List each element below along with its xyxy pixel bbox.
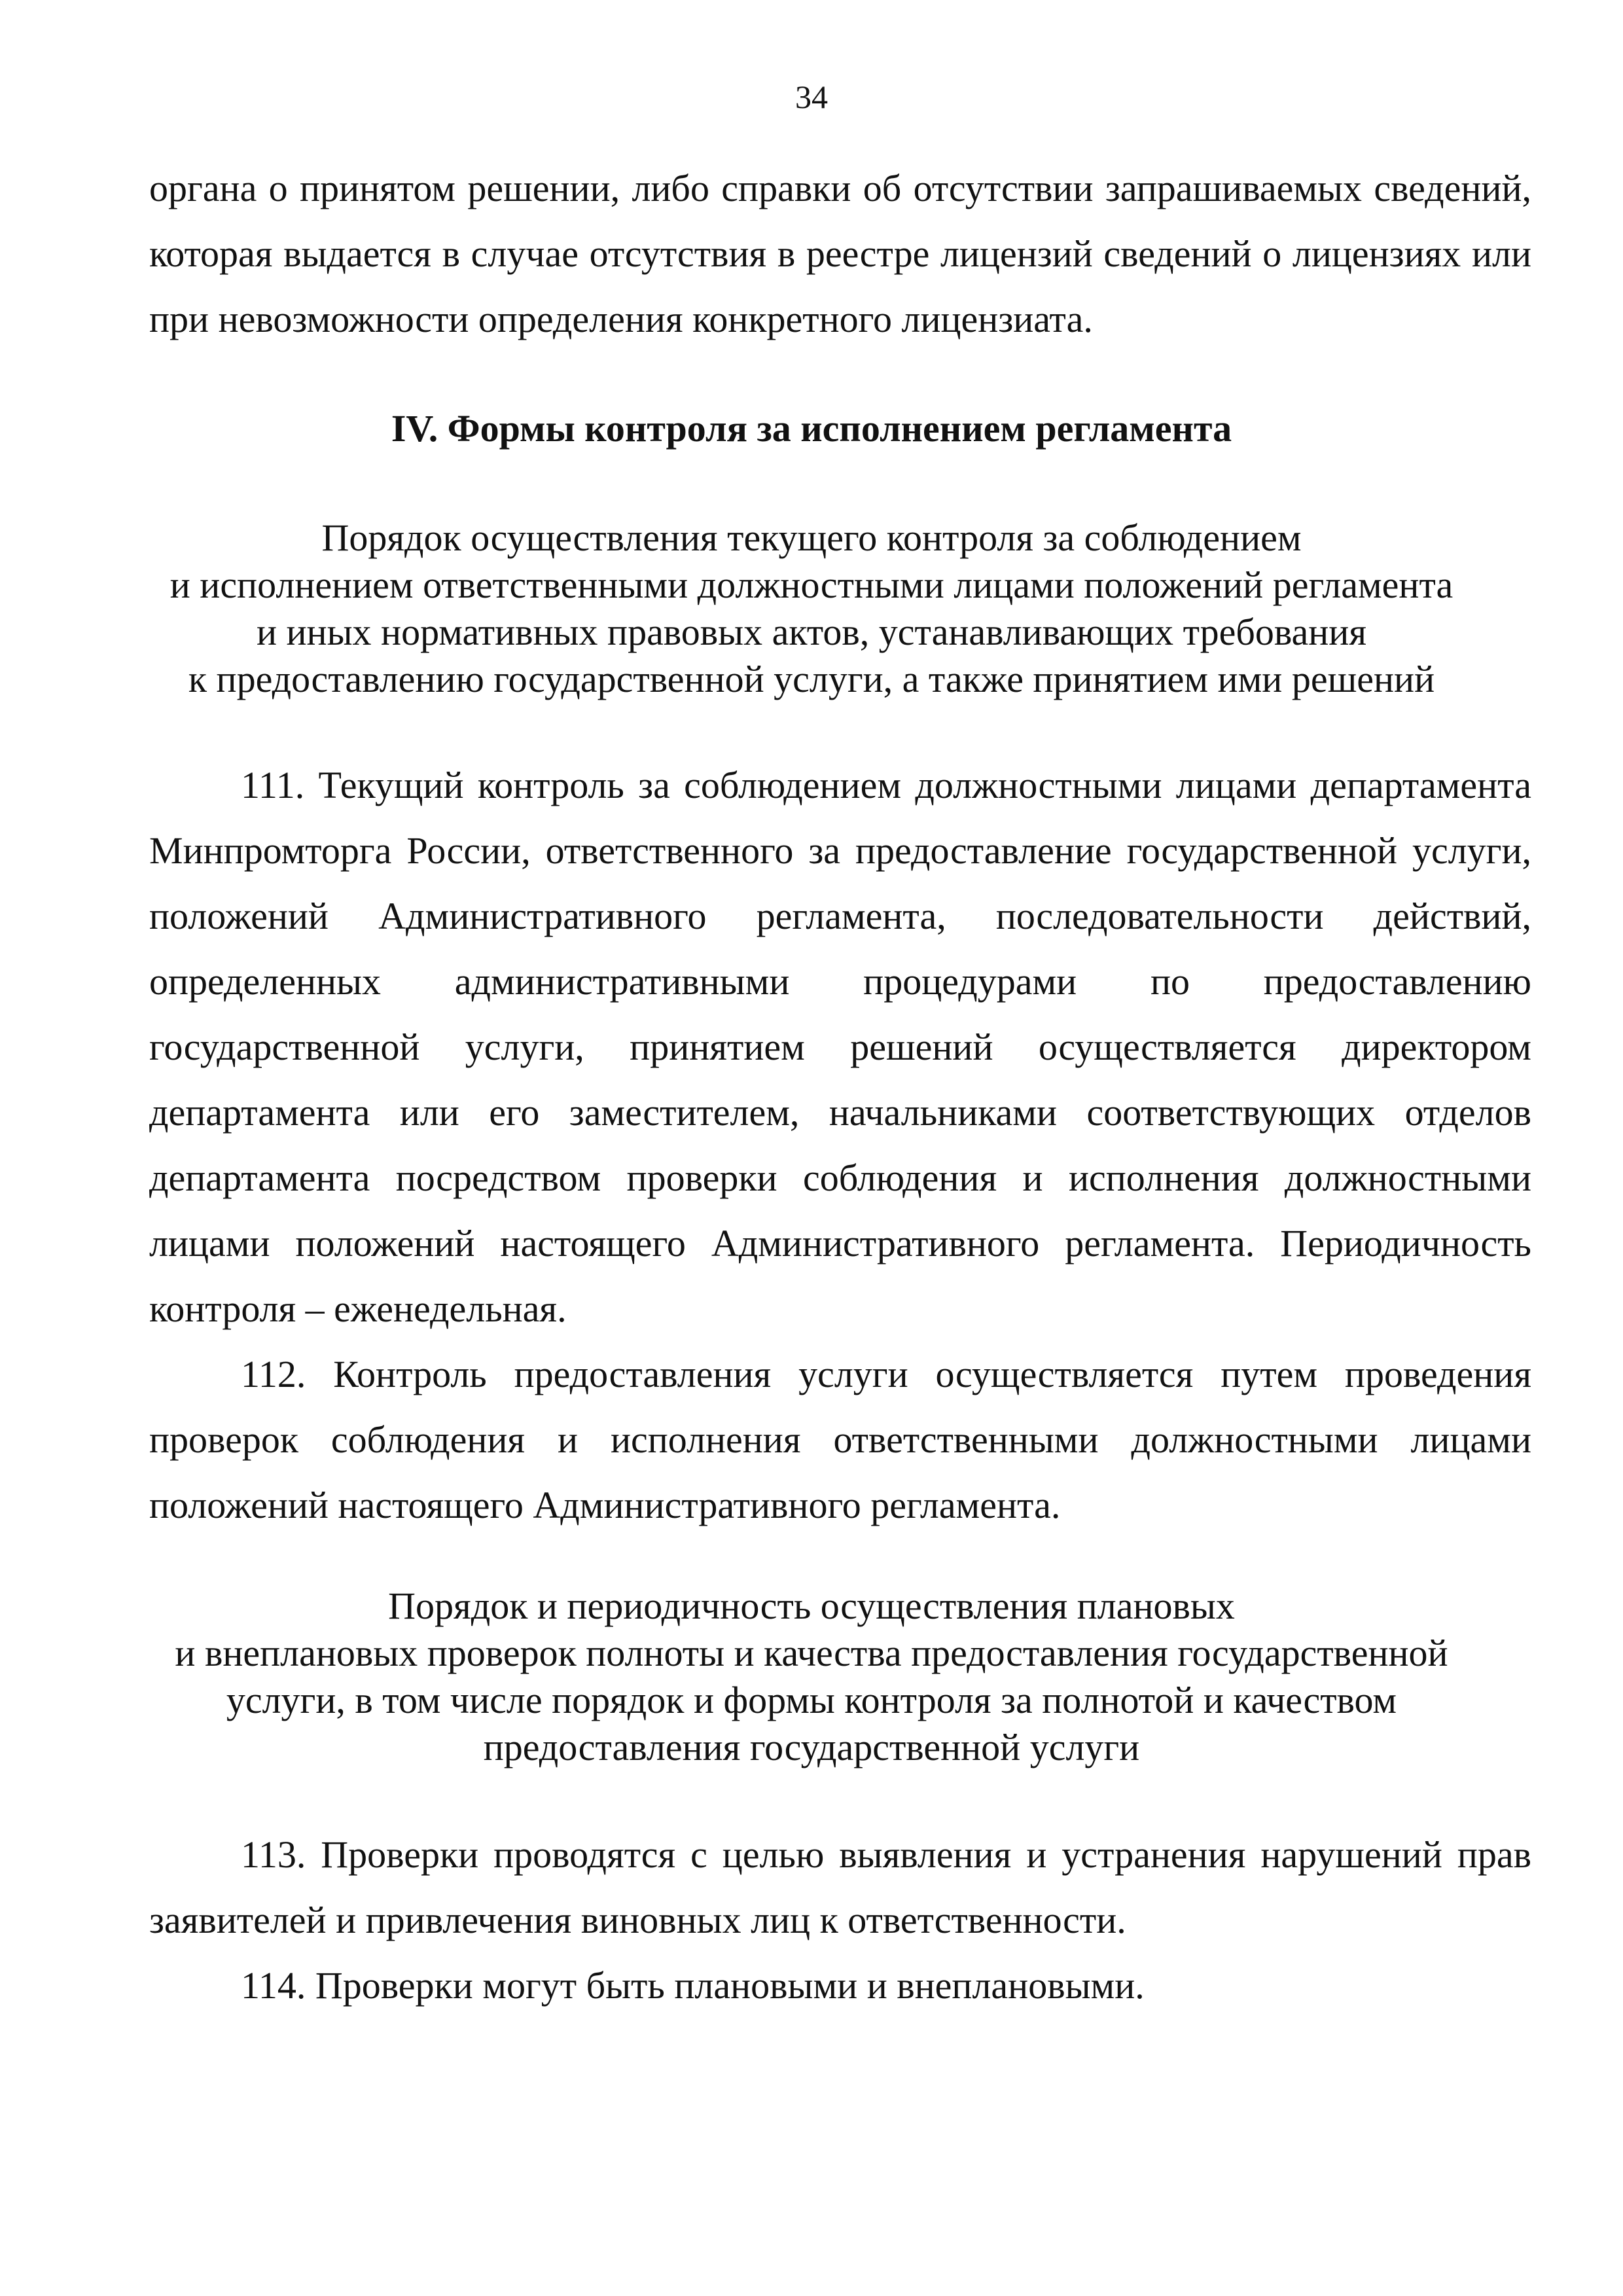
subheading-line: услуги, в том числе порядок и формы контроля за полнотой и качеством [226, 1679, 1397, 1721]
subheading-line: и внеплановых проверок полноты и качества предоставления государственной [175, 1632, 1448, 1674]
subheading-line: предоставления государственной услуги [483, 1726, 1140, 1768]
page-number: 34 [795, 79, 828, 115]
subheading-current-control [0, 514, 1623, 703]
paragraph-113: 113. Проверки проводятся с целью выявления и устранения нарушений прав заявителей и привлечения виновных лиц к ответственности. [149, 1833, 1531, 1941]
subheading-line: Порядок и периодичность осуществления плановых [388, 1585, 1235, 1627]
paragraph-112: 112. Контроль предоставления услуги осуществляется путем проведения проверок соблюдения и исполнения ответственными должностными лицами положений настоящего Административного регламента. [149, 1353, 1531, 1526]
intro-paragraph-block [149, 156, 1531, 352]
paragraphs-block-1 [149, 753, 1531, 1538]
subheading-inspections [0, 1583, 1623, 1771]
paragraph-114: 114. Проверки могут быть плановыми и внеплановыми. [241, 1964, 1145, 2007]
subheading-line: Порядок осуществления текущего контроля за соблюдением [321, 516, 1302, 559]
subheading-line: и исполнением ответственными должностными лицами положений регламента [169, 564, 1454, 606]
intro-paragraph: органа о принятом решении, либо справки об отсутствии запрашиваемых сведений, которая выдается в случае отсутствия в реестре лицензий сведений о лицензиях или при невозможности определения конкретного лицензиата. [149, 167, 1531, 340]
section-title: IV. Формы контроля за исполнением регламента [391, 407, 1232, 450]
paragraph-111: 111. Текущий контроль за соблюдением должностными лицами департамента Минпромторга России, ответственного за предоставление государственной услуги, положений Административного регламента, последовательности действий, определенных административными процедурами по предоставлению государственной услуги, принятием решений осуществляется директором департамента или его заместителем, начальниками соответствующих отделов департамента посредством проверки соблюдения и исполнения должностными лицами положений настоящего Административного регламента. Периодичность контроля – еженедельная. [149, 764, 1531, 1330]
subheading-line: и иных нормативных правовых актов, устанавливающих требования [256, 611, 1367, 653]
paragraphs-block-2 [149, 1822, 1531, 2018]
subheading-line: к предоставлению государственной услуги, а также принятием ими решений [188, 658, 1435, 700]
